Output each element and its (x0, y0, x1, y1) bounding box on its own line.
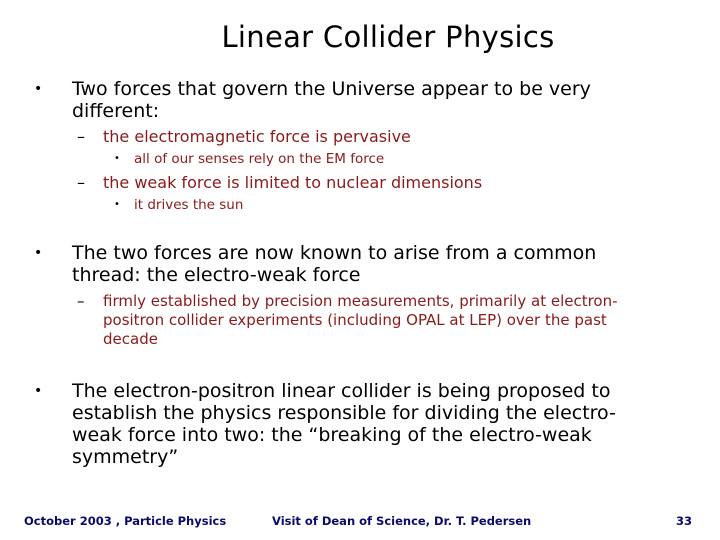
bullet-2 (34, 242, 672, 286)
bullet-3-line-3: weak force into two: the “breaking of the electro-weak (72, 424, 592, 446)
bullet-1-line-2: different: (72, 100, 160, 122)
subsub-marker: • (114, 153, 120, 164)
bullet-2-sub-1 (77, 292, 693, 349)
bullet-3-line-1: The electron-positron linear collider is being proposed to (72, 380, 611, 402)
bullet-1-sub-2-text: the weak force is limited to nuclear dimensions (103, 173, 483, 192)
sub-marker: – (77, 127, 85, 146)
sub-marker: – (77, 292, 85, 310)
bullet-marker: • (34, 81, 43, 97)
slide-title: Linear Collider Physics (221, 20, 555, 54)
bullet-2-sub-1-line-2: positron collider experiments (including OPAL at LEP) over the past (103, 311, 607, 329)
bullet-1-sub-1-text: the electromagnetic force is pervasive (103, 127, 411, 146)
footer-center: Visit of Dean of Science, Dr. T. Pedersen (272, 514, 532, 528)
bullet-2-line-1: The two forces are now known to arise from a common (72, 242, 597, 264)
bullet-1-sub-1 (77, 127, 411, 146)
bullet-marker: • (34, 383, 43, 399)
bullet-1-sub-1-subsub-1-text: all of our senses rely on the EM force (134, 151, 385, 167)
bullet-3 (34, 380, 682, 468)
bullet-1-sub-2-subsub-1-text: it drives the sun (134, 197, 244, 213)
footer-left: October 2003 , Particle Physics (24, 514, 227, 528)
bullet-1 (34, 78, 672, 122)
bullet-2-line-2: thread: the electro-weak force (72, 264, 361, 286)
bullet-2-sub-1-line-3: decade (103, 330, 158, 348)
subsub-marker: • (114, 199, 120, 210)
bullet-2-sub-1-line-1: firmly established by precision measurements, primarily at electron- (103, 292, 618, 310)
page-number: 33 (676, 514, 693, 528)
bullet-1-sub-1-subsub-1 (114, 151, 385, 167)
bullet-1-sub-2 (77, 173, 483, 192)
sub-marker: – (77, 173, 85, 192)
bullet-1-sub-2-subsub-1 (114, 197, 244, 213)
bullet-1-line-1: Two forces that govern the Universe appear to be very (72, 78, 591, 100)
bullet-3-line-2: establish the physics responsible for dividing the electro- (72, 402, 616, 424)
bullet-3-line-4: symmetry” (72, 446, 179, 468)
bullet-marker: • (34, 245, 43, 261)
